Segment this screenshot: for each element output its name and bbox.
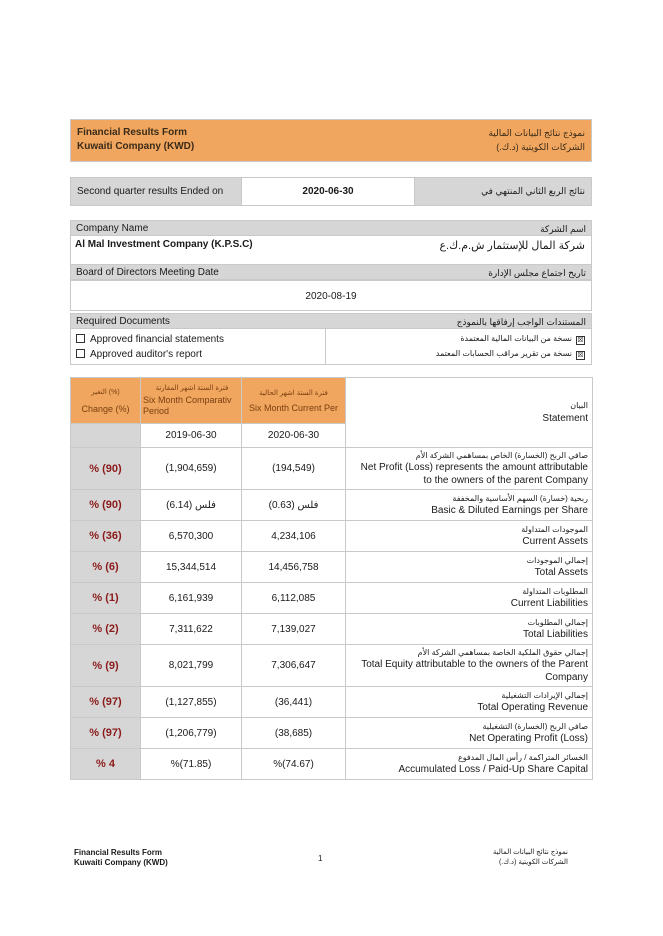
form-header-banner [70,119,592,162]
doc-item-financial-statements[interactable] [76,334,224,345]
form-title: Financial Results Form [77,127,188,138]
comparative-value: 7,311,622 [141,614,242,645]
change-value: % (90) [71,448,141,490]
comparative-value: 15,344,514 [141,552,242,583]
statement-label-arabic: إجمالي الإيرادات التشغيلية [501,691,588,700]
company-name: Al Mal Investment Company (K.P.S.C) [75,239,253,250]
comparative-header [141,378,242,424]
current-value: %(74.67) [242,749,346,780]
required-docs-body [70,329,592,365]
checkbox-icon[interactable] [76,334,85,343]
statement-label: Total Assets [534,567,588,578]
doc-item-label: Approved financial statements [90,334,224,345]
checked-box-icon[interactable]: ☒ [577,352,584,359]
comparative-date: 2019-06-30 [141,424,242,448]
comparative-header-label: Six Month Comparativ Period [143,395,232,416]
statement-header-label: Statement [542,413,588,424]
form-title-ar [488,126,585,154]
change-header [71,378,141,424]
table-row [71,614,593,645]
quarter-label: Second quarter results Ended on [77,186,224,197]
current-value: 7,139,027 [242,614,346,645]
quarter-row [70,177,592,206]
page-footer [74,848,592,872]
footer-title-arabic: نموذج نتائج البيانات المالية [492,849,568,856]
form-subtitle-arabic: الشركات الكويتية (د.ك.) [496,142,585,152]
comparative-value: 8,021,799 [141,645,242,687]
statement-header [346,378,593,448]
quarter-label-arabic: نتائج الربع الثاني المنتهي في [481,186,585,196]
page-number: 1 [318,854,323,863]
footer-subtitle: Kuwaiti Company (KWD) [74,858,168,867]
statement-cell [346,490,593,521]
comparative-header-arabic: فترة الستة اشهر المقارنة [155,385,229,392]
statement-cell [346,718,593,749]
statement-label-arabic: الموجودات المتداولة [521,525,588,534]
doc-item-label-arabic: نسخة من البيانات المالية المعتمدة [460,334,572,343]
statement-header-arabic: البيان [570,401,588,410]
board-meeting-label-arabic: تاريخ اجتماع مجلس الإدارة [488,268,586,278]
statement-cell [346,583,593,614]
form-subtitle: Kuwaiti Company (KWD) [77,141,195,152]
current-value: (0.63) فلس [242,490,346,521]
current-value: (36,441) [242,687,346,718]
company-name-label: Company Name [76,223,149,234]
current-value: (38,685) [242,718,346,749]
doc-item-auditor-report-arabic[interactable] [436,349,585,360]
statement-label-arabic: إجمالي حقوق الملكية الخاصة بمساهمي الشركة الأم [417,648,588,657]
statement-cell [346,749,593,780]
table-row [71,448,593,490]
statement-cell [346,645,593,687]
statement-cell [346,448,593,490]
checked-box-icon[interactable]: ☒ [577,337,584,344]
current-value: 6,112,085 [242,583,346,614]
comparative-value: (1,904,659) [141,448,242,490]
current-value: 7,306,647 [242,645,346,687]
footer-title-en [74,848,168,868]
form-title-en [77,126,194,154]
table-row [71,583,593,614]
statement-cell [346,614,593,645]
comparative-value: 6,161,939 [141,583,242,614]
statement-label-arabic: صافي الربح (الخسارة) الخاص بمساهمي الشركة الأم [415,451,588,460]
change-header-label: Change (%) [81,403,130,414]
statement-label: Total Equity attributable to the owners of the Parent Company [361,659,588,683]
statement-cell [346,687,593,718]
board-meeting-date-box [70,280,592,311]
current-date: 2020-06-30 [242,424,346,448]
statement-cell [346,552,593,583]
statement-label-arabic: ربحية (خسارة) السهم الأساسية والمخففة [452,494,588,503]
table-row [71,687,593,718]
comparative-value: (6.14) فلس [141,490,242,521]
statement-label-arabic: الخسائر المتراكمة / رأس المال المدفوع [457,753,588,762]
statement-label-arabic: المطلوبات المتداولة [522,587,588,596]
table-header-row [71,378,593,424]
footer-subtitle-arabic: الشركات الكويتية (د.ك.) [498,859,568,866]
statement-label-arabic: إجمالي الموجودات [526,556,588,565]
footer-title-ar [493,848,568,868]
statement-label-arabic: صافي الربح (الخسارة) التشغيلية [482,722,588,731]
doc-item-auditor-report[interactable] [76,349,202,360]
footer-title: Financial Results Form [74,848,163,857]
change-value: % (9) [71,645,141,687]
change-value: % (97) [71,687,141,718]
doc-item-label: Approved auditor's report [90,349,202,360]
current-value: 4,234,106 [242,521,346,552]
statement-label: Total Operating Revenue [477,702,588,713]
board-meeting-header [70,264,592,280]
statement-cell [346,521,593,552]
statement-label: Accumulated Loss / Paid-Up Share Capital [398,764,588,775]
statement-label: Basic & Diluted Earnings per Share [431,505,588,516]
required-docs-label-arabic: المستندات الواجب إرفاقها بالنموذج [456,317,586,327]
comparative-value: (1,127,855) [141,687,242,718]
quarter-date-field[interactable]: 2020-06-30 [241,178,415,205]
statement-label: Net Operating Profit (Loss) [469,733,588,744]
table-row [71,521,593,552]
change-date-cell [71,424,141,448]
company-name-row [70,236,592,264]
table-row [71,645,593,687]
doc-item-label-arabic: نسخة من تقرير مراقب الحسابات المعتمد [435,349,572,358]
financial-results-table [70,377,593,780]
change-value: % (97) [71,718,141,749]
statement-label: Total Liabilities [522,629,588,640]
statement-label: Net Profit (Loss) represents the amount attributable to the owners of the parent Company [360,462,588,486]
current-header [242,378,346,424]
company-name-header [70,220,592,236]
change-value: % (6) [71,552,141,583]
company-name-label-arabic: اسم الشركة [540,224,586,234]
change-header-arabic: التغير (%) [91,388,120,396]
table-row [71,552,593,583]
table-row [71,718,593,749]
statement-label-arabic: إجمالي المطلوبات [527,618,588,627]
change-value: % (2) [71,614,141,645]
company-name-arabic: شركة المال للإستثمار ش.م.ك.ع [439,240,585,252]
change-value: % (1) [71,583,141,614]
change-value: % (36) [71,521,141,552]
table-row [71,490,593,521]
current-header-label: Six Month Current Per [248,402,339,413]
comparative-value: %(71.85) [141,749,242,780]
required-docs-header [70,313,592,329]
checkbox-icon[interactable] [76,349,85,358]
comparative-value: 6,570,300 [141,521,242,552]
current-header-arabic: فترة الستة اشهر الحالية [259,389,328,397]
change-value: % 4 [71,749,141,780]
statement-label: Current Assets [522,536,588,547]
current-value: (194,549) [242,448,346,490]
docs-english-list [71,329,326,364]
doc-item-financial-statements-arabic[interactable] [460,334,585,345]
comparative-value: (1,206,779) [141,718,242,749]
statement-label: Current Liabilities [510,598,588,609]
form-title-arabic: نموذج نتائج البيانات المالية [488,128,585,138]
board-meeting-date[interactable]: 2020-08-19 [305,291,357,302]
current-value: 14,456,758 [242,552,346,583]
table-row [71,749,593,780]
required-docs-label: Required Documents [76,316,170,327]
change-value: % (90) [71,490,141,521]
board-meeting-label: Board of Directors Meeting Date [76,267,219,278]
